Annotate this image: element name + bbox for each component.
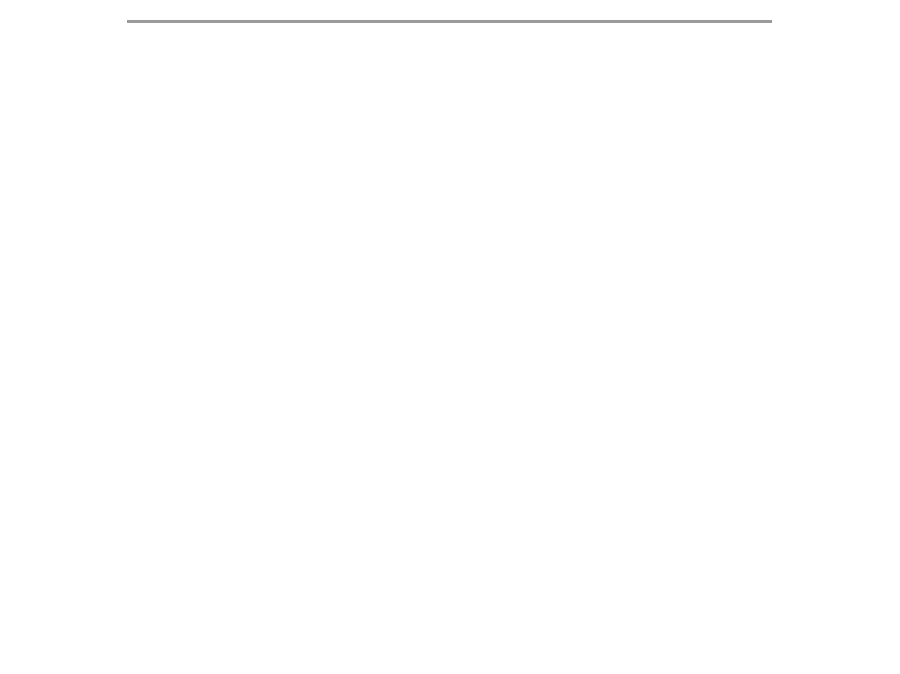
- section-divider: [127, 20, 772, 23]
